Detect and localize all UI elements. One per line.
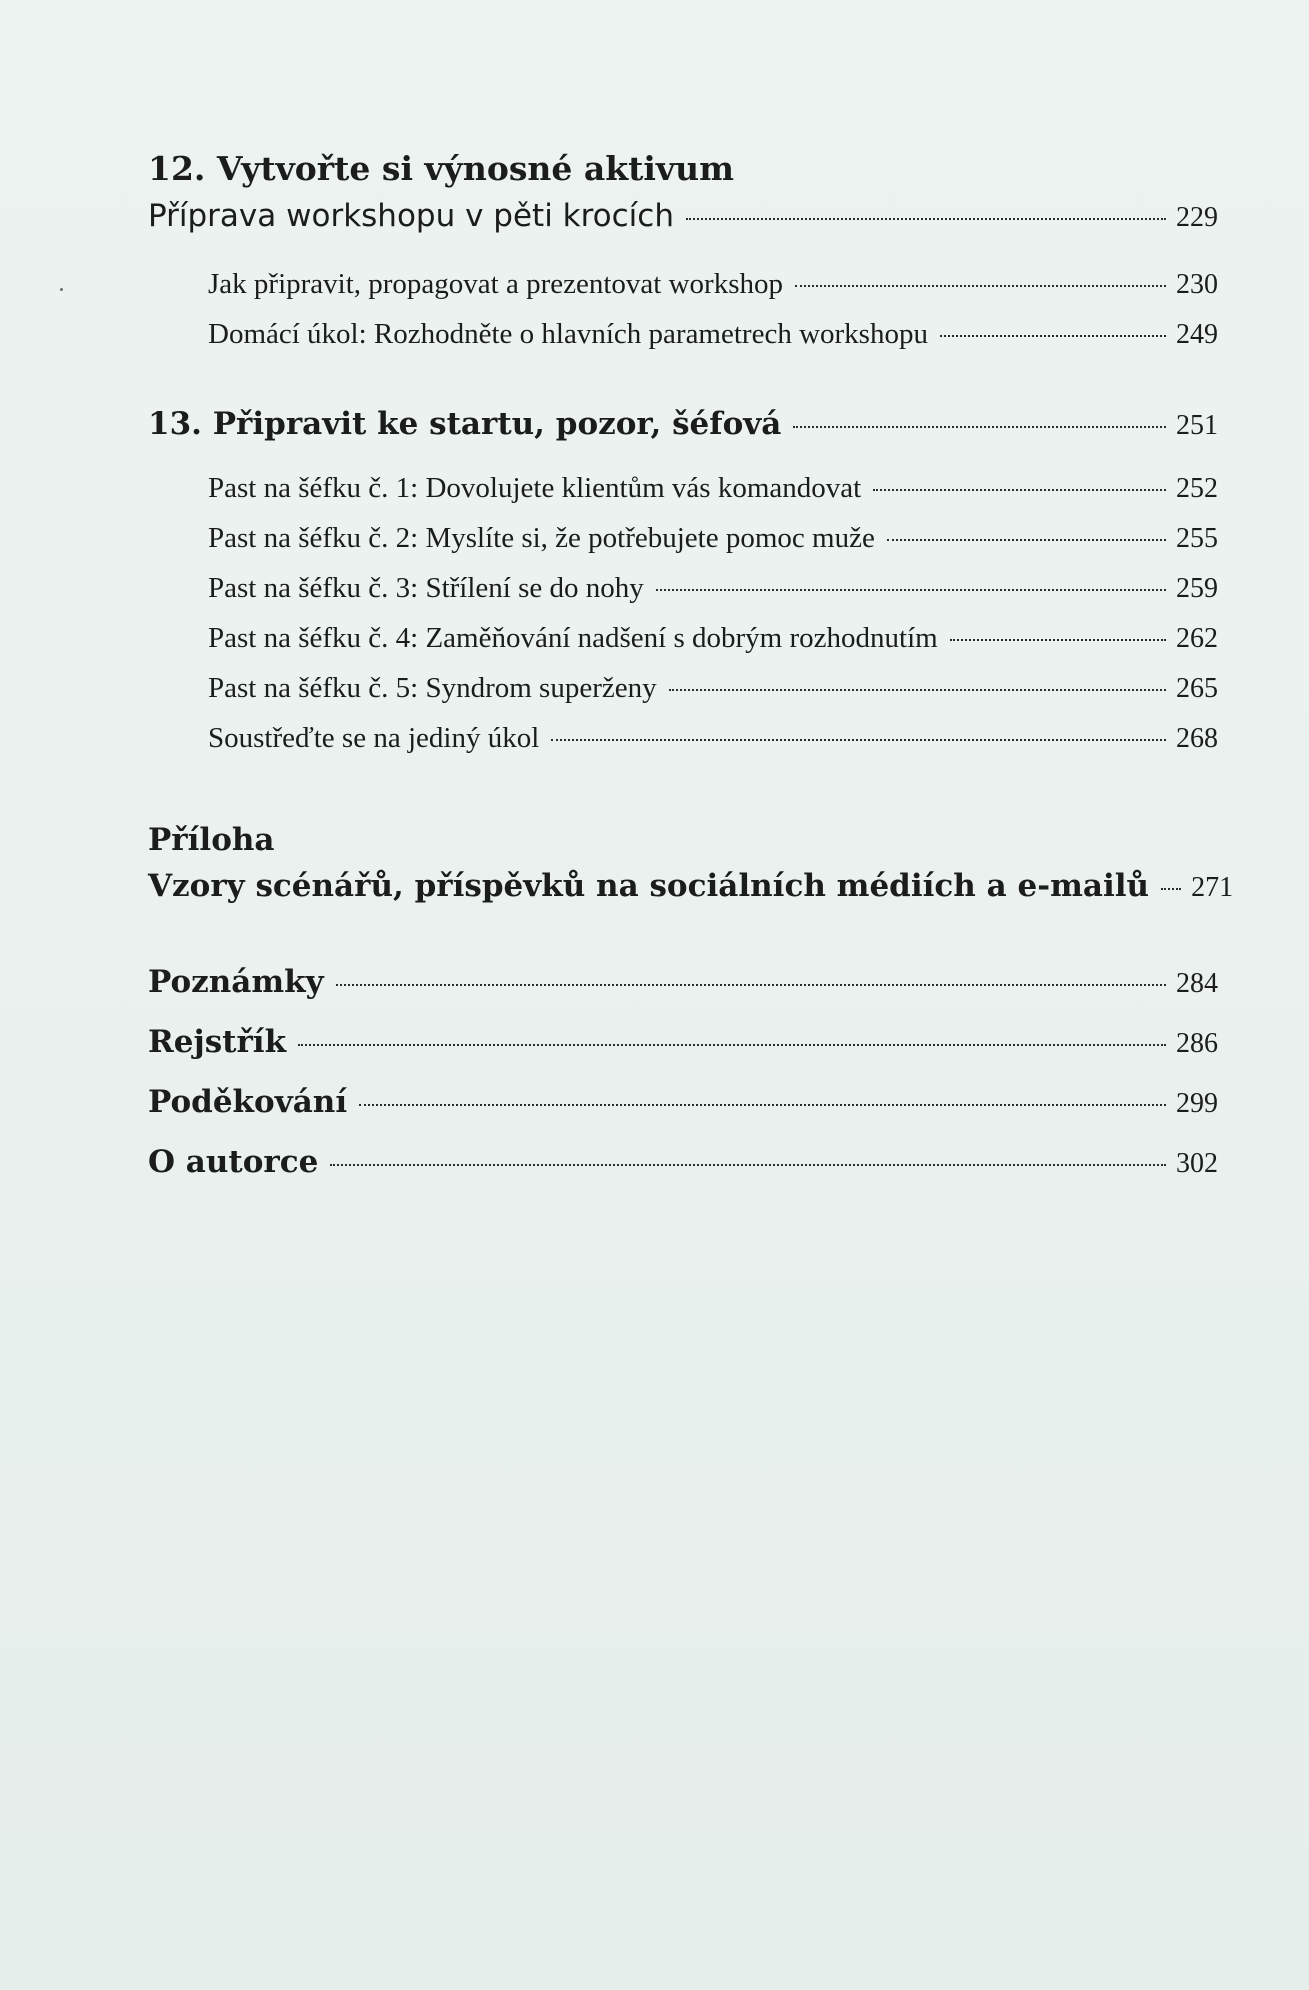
backmatter-entry-notes[interactable]	[148, 964, 1218, 1024]
page-number: 259	[1176, 572, 1218, 604]
dot-leader	[359, 1104, 1166, 1106]
chapter-13-title-row[interactable]	[148, 406, 1218, 442]
page-number: 302	[1176, 1147, 1218, 1179]
toc-entry-label: Past na šéfku č. 1: Dovolujete klientům vás komandovat	[208, 471, 862, 504]
toc-entry[interactable]	[148, 722, 1218, 772]
dot-leader	[330, 1164, 1166, 1166]
dot-leader	[950, 639, 1166, 641]
toc-entry-label: Past na šéfku č. 2: Myslíte si, že potřebujete pomoc muže	[208, 521, 875, 554]
dot-leader	[793, 426, 1166, 428]
backmatter-label: Rejstřík	[148, 1023, 287, 1060]
toc-entry[interactable]	[148, 672, 1218, 722]
appendix-entry[interactable]	[148, 867, 1234, 904]
appendix-title: Příloha	[148, 821, 275, 858]
page-number: 262	[1176, 622, 1218, 654]
table-of-contents	[148, 149, 1234, 1204]
toc-entry-label: Past na šéfku č. 5: Syndrom superženy	[208, 671, 657, 704]
toc-entry-label: Jak připravit, propagovat a prezentovat workshop	[208, 267, 783, 300]
backmatter-section	[148, 964, 1218, 1204]
backmatter-entry-acknowledgements[interactable]	[148, 1084, 1218, 1144]
page-number: 230	[1176, 268, 1218, 300]
appendix-entry-label: Vzory scénářů, příspěvků na sociálních médiích a e-mailů	[148, 867, 1150, 904]
dot-leader	[795, 285, 1166, 287]
chapter-13-entries	[148, 472, 1218, 772]
page-number: 271	[1191, 871, 1234, 903]
backmatter-entry-about-author[interactable]	[148, 1144, 1218, 1204]
backmatter-label: Poznámky	[148, 963, 324, 1000]
paper-speck	[60, 288, 63, 291]
dot-leader	[940, 335, 1166, 337]
chapter-12-entries	[148, 268, 1218, 368]
toc-entry[interactable]	[148, 572, 1218, 622]
backmatter-label: O autorce	[148, 1143, 319, 1180]
dot-leader	[873, 489, 1166, 491]
dot-leader	[336, 984, 1166, 986]
chapter-12-title: 12. Vytvořte si výnosné aktivum	[148, 149, 735, 188]
toc-entry-label: Past na šéfku č. 4: Zaměňování nadšení s dobrým rozhodnutím	[208, 621, 938, 654]
page-number: 284	[1176, 967, 1218, 999]
page-number: 229	[1176, 201, 1218, 233]
dot-leader	[887, 539, 1166, 541]
dot-leader	[656, 589, 1166, 591]
appendix-section	[148, 821, 1234, 904]
page-number: 299	[1176, 1087, 1218, 1119]
toc-entry[interactable]	[148, 472, 1218, 522]
page-number: 249	[1176, 318, 1218, 350]
page-number: 268	[1176, 722, 1218, 754]
toc-entry[interactable]	[148, 522, 1218, 572]
toc-entry[interactable]	[148, 268, 1218, 318]
toc-entry[interactable]	[148, 622, 1218, 672]
dot-leader	[298, 1044, 1166, 1046]
page-number: 286	[1176, 1027, 1218, 1059]
dot-leader	[686, 218, 1166, 220]
backmatter-label: Poděkování	[148, 1083, 348, 1120]
page-number: 252	[1176, 472, 1218, 504]
chapter-12-subtitle-row[interactable]	[148, 198, 1218, 234]
toc-entry-label: Soustřeďte se na jediný úkol	[208, 721, 540, 754]
chapter-12-subtitle: Příprava workshopu v pěti krocích	[148, 197, 674, 234]
chapter-13-section	[148, 406, 1218, 772]
dot-leader	[1161, 888, 1181, 890]
toc-entry-label: Domácí úkol: Rozhodněte o hlavních parametrech workshopu	[208, 317, 928, 350]
toc-entry[interactable]	[148, 318, 1218, 368]
chapter-13-title: 13. Připravit ke startu, pozor, šéfová	[148, 405, 782, 442]
toc-entry-label: Past na šéfku č. 3: Střílení se do nohy	[208, 571, 644, 604]
page-number: 255	[1176, 522, 1218, 554]
dot-leader	[551, 739, 1166, 741]
page-number: 265	[1176, 672, 1218, 704]
chapter-12-section	[148, 150, 1218, 368]
backmatter-entry-index[interactable]	[148, 1024, 1218, 1084]
page-number: 251	[1176, 409, 1218, 441]
dot-leader	[669, 689, 1166, 691]
